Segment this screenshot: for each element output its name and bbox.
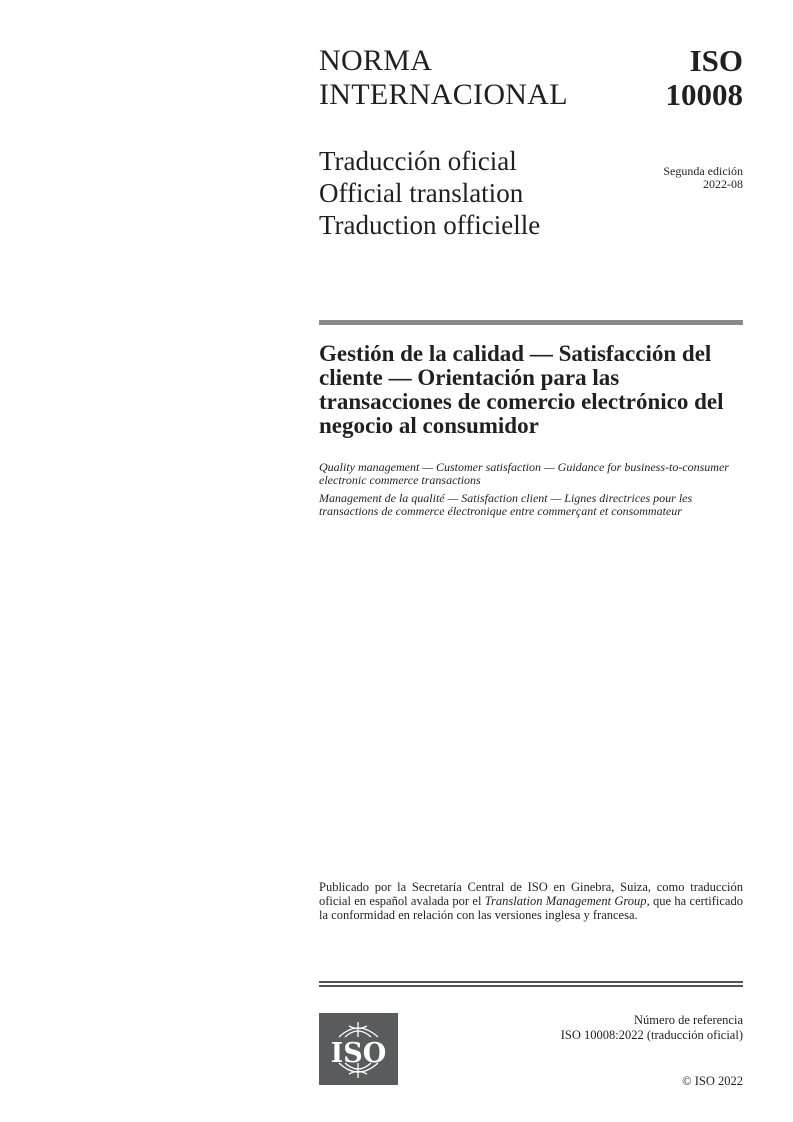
doc-type-line2: INTERNACIONAL	[319, 78, 568, 111]
translation-lines	[319, 145, 540, 241]
document-type	[319, 44, 568, 112]
translation-fr: Traduction officielle	[319, 210, 541, 240]
publication-note	[319, 880, 743, 922]
copyright: © ISO 2022	[682, 1074, 743, 1088]
edition-info	[663, 165, 743, 191]
edition-date: 2022-08	[703, 177, 743, 191]
translation-es: Traducción oficial	[319, 146, 517, 176]
logo-text: ISO	[330, 1038, 387, 1069]
iso-logo	[319, 1013, 398, 1085]
divider	[319, 985, 743, 987]
divider	[319, 320, 743, 325]
pub-italic: Translation Management Group	[484, 894, 647, 908]
document-title: Gestión de la calidad — Satisfacción del cliente — Orientación para las transacciones de comercio electrónico del negocio al consumidor	[319, 341, 724, 438]
translation-en: Official translation	[319, 178, 524, 208]
ref-label: Número de referencia	[634, 1013, 743, 1027]
edition-label: Segunda edición	[663, 164, 743, 178]
reference-block	[561, 1013, 743, 1043]
standard-number	[666, 44, 744, 112]
iso-number: 10008	[665, 77, 743, 112]
title-english: Quality management — Customer satisfaction — Guidance for business-to-consumer electronic commerce transactions	[319, 460, 729, 487]
ref-number: ISO 10008:2022 (traducción oficial)	[560, 1028, 743, 1042]
iso-label: ISO	[689, 43, 743, 78]
title-french: Management de la qualité — Satisfaction client — Lignes directrices pour les transactions de commerce électronique entre commerçant et consommateur	[319, 491, 693, 518]
doc-type-line1: NORMA	[319, 44, 433, 77]
divider	[319, 981, 743, 983]
pub-text-end: , que ha certificado la conformidad en relación con las versiones inglesa y francesa.	[319, 894, 743, 922]
pub-text: Publicado por la Secretaría Central de ISO en Ginebra, Suiza, como traducción oficial en español avalada por el	[319, 880, 743, 908]
